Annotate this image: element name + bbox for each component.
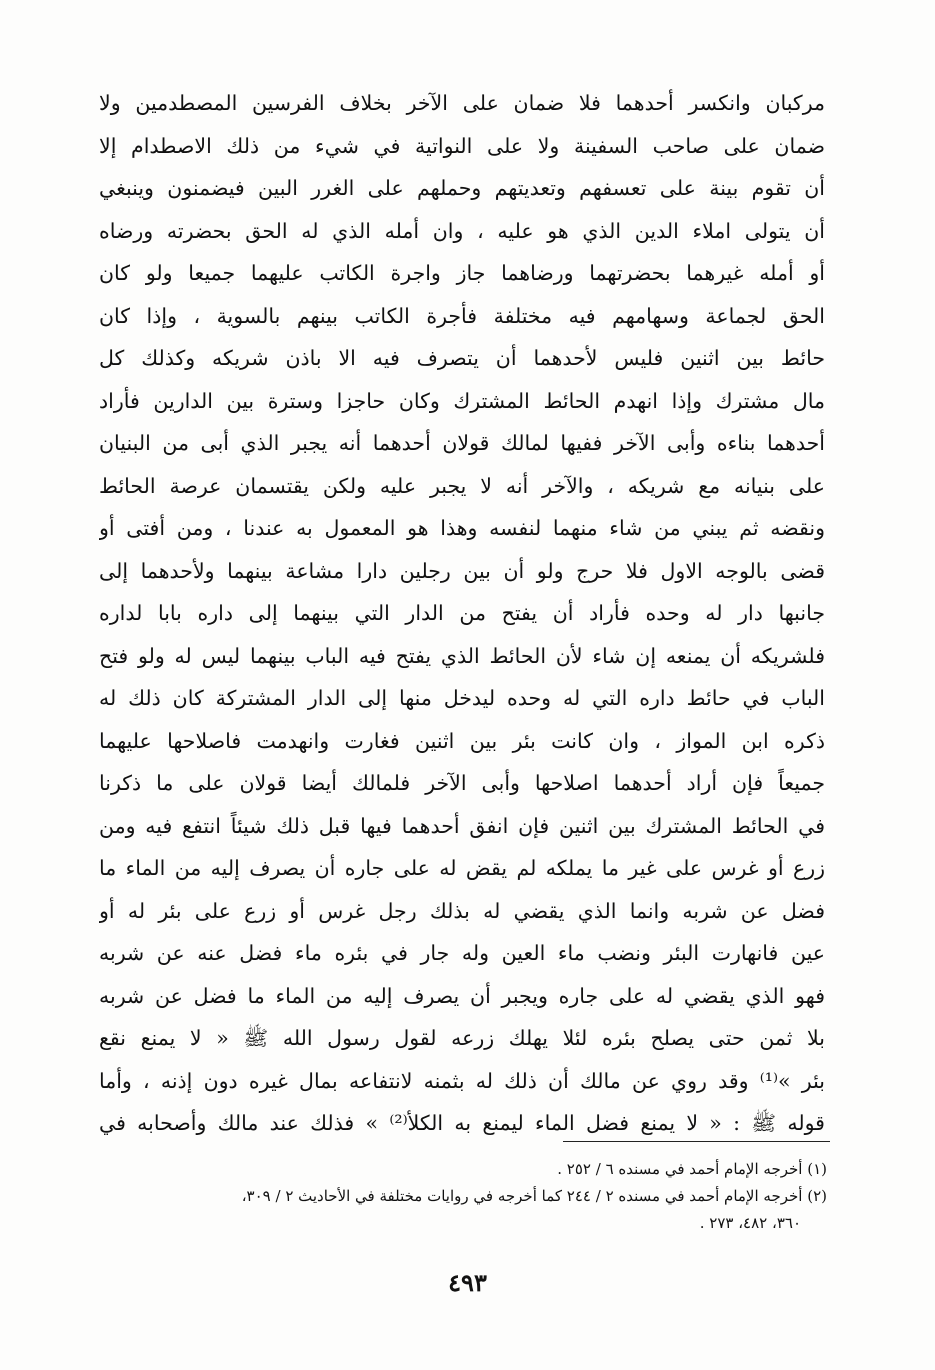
text-line: الحق لجماعة وسهامهم فيه مختلفة فأجرة الكاتب بينهم بالسوية ، وإذا كان (99, 303, 825, 328)
text-line: جانبها دار له وحده فأراد أن يفتح من الدار التي بينهما إلى داره بابا لداره (99, 601, 825, 625)
page-number: ٤٩٣ (448, 1268, 487, 1297)
footnotes (101, 1156, 827, 1237)
text-line: فضل عن شربه وانما الذي يقضي له بذلك رجل غرس أو زرع على بئر له أو (99, 898, 825, 923)
text-line: مركبان وانكسر أحدهما فلا ضمان على الآخر بخلاف الفرسين المصطدمين ولا (99, 91, 825, 115)
footnote-2-continuation: ٣٦٠، ٤٨٢، ٢٧٣ . (699, 1214, 801, 1232)
text-line: ضمان على صاحب السفينة ولا على النواتية في شيء من ذلك الاصطدام إلا (99, 133, 825, 158)
text-line: ذكره ابن المواز ، وان كانت بئر بين اثنين فغارت وانهدمت فاصلاحها عليهما (99, 728, 825, 753)
text-line: زرع أو غرس على غير ما يملكه لم يقض له على جاره أن يصرف إليه من الماء ما (99, 856, 825, 880)
main-text (99, 82, 825, 1145)
text-line: أن تقوم بينة على تعسفهم وتعديتهم وحملهم على الغرر البين فيضمنون وينبغي (99, 176, 825, 200)
text-line: مال مشترك وإذا انهدم الحائط المشترك وكان حاجزا وسترة بين الدارين فأراد (99, 388, 825, 413)
text-line: ونقضه ثم يبني من شاء منهما لنفسه وهذا هو المعمول به عندنا ، ومن أفتى أو (99, 516, 825, 540)
footnote-separator (563, 1141, 830, 1142)
text-line: جميعاً فإن أراد أحدهما اصلاحها وأبى الآخر فلمالك أيضا قولان على ما ذكرنا (99, 771, 825, 795)
text-line: في الحائط المشترك بين اثنين فإن انفق أحدهما فيها قبل ذلك شيئاً انتفع فيه ومن (99, 813, 825, 838)
text-line: أو أمله غيرهما بحضرتهما ورضاهما جاز واجرة الكاتب عليهما جميعا ولو كان (99, 261, 825, 285)
text-line: بلا ثمن حتى يصلح بئره لئلا يهلك زرعه لقول رسول الله ﷺ « لا يمنع نقع (99, 1026, 825, 1050)
text-line: أحدهما بناءه وأبى الآخر ففيها لمالك قولان أحدهما أنه يجبر الذي أبى من البنيان (99, 431, 825, 455)
text-line: حائط بين اثنين فليس لأحدهما أن يتصرف فيه الا باذن شريكه وكذلك كل (99, 346, 825, 370)
footnote-2: (٢) أخرجه الإمام أحمد في مسنده ٢ / ٢٤٤ كما أخرجه في روايات مختلفة في الأحاديث ٢ / ٣٠٩، (241, 1187, 827, 1205)
footnote-1: (١) أخرجه الإمام أحمد في مسنده ٦ / ٢٥٢ . (557, 1160, 827, 1178)
text-line: قضى بالوجه الاول فلا حرج ولو أن بين رجلين دارا مشاعة بينهما ولأحدهما إلى (99, 558, 825, 583)
text-line: الباب في حائط داره التي له وحده ليدخل منها إلى الدار المشتركة كان ذلك له (99, 686, 825, 710)
text-line: عين فانهارت البئر ونضب ماء العين وله جار في بئره ماء فضل عنه عن شربه (99, 941, 825, 965)
text-line: بئر »⁽¹⁾ وقد روي عن مالك أن ذلك له بثمنه لانتفاعه بمال غيره دون إذنه ، وأما (99, 1068, 825, 1093)
text-line: فلشريكه أن يمنعه إن شاء لأن الحائط الذي يفتح فيه الباب بينهما ليس له ولو فتح (99, 643, 825, 668)
text-line: قوله ﷺ : « لا يمنع فضل الماء ليمنع به الكلأ⁽²⁾ » فذلك عند مالك وأصحابه في (99, 1111, 825, 1135)
text-line: أن يتولى املاء الدين الذي هو عليه ، وان أمله الذي له الحق بحضرته ورضاه (99, 218, 825, 243)
text-line: على بنيانه مع شريكه ، والآخر أنه لا يجبر عليه ولكن يقتسمان عرصة الحائط (99, 473, 825, 498)
text-line: فهو الذي يقضي له على جاره ويجبر أن يصرف إليه من الماء ما فضل عن شربه (99, 983, 825, 1008)
